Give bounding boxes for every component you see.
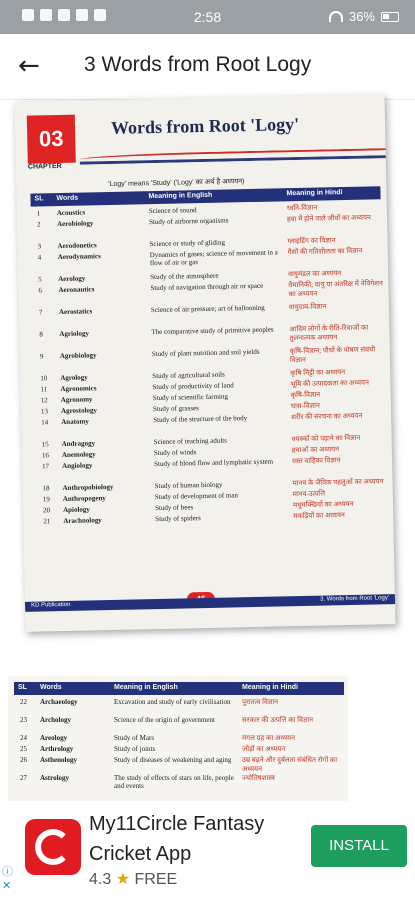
col-header-english: Meaning in English (148, 191, 213, 201)
cell-hindi: हवा में होने वाले जीवों का अध्ययन (286, 213, 371, 224)
chapter-heading: Words from Root 'Logy' (110, 113, 300, 138)
star-icon: ★ (115, 871, 131, 888)
cell-hindi: सरकार की उत्पत्ति का विज्ञान (242, 716, 314, 724)
cell-english: Science of sound (148, 206, 197, 216)
cell-sl: 11 (40, 385, 48, 394)
cell-english: Excavation and study of early civilisation (114, 698, 231, 706)
cell-sl: 27 (20, 774, 27, 782)
col-header-sl: SL (18, 684, 27, 691)
cell-hindi: मानव के जैविक पहलुओं का अध्ययन (292, 477, 384, 488)
col-header-words: Words (40, 684, 62, 691)
cell-sl: 1 (36, 209, 41, 218)
cell-word: Andragogy (61, 439, 96, 449)
cell-english: Study of development of man (154, 491, 239, 502)
cell-sl: 18 (42, 484, 50, 493)
adchoices-icon[interactable]: ⓘ ✕ (2, 865, 13, 892)
cell-hindi: वायुमंडल का अध्ययन (288, 269, 342, 279)
table-row (32, 268, 382, 284)
chapter-number: 03 (27, 115, 76, 164)
cell-word: Anthropogeny (62, 494, 106, 504)
cell-word: Agrobiology (59, 351, 97, 361)
cell-sl: 26 (20, 756, 27, 764)
cell-word: Aerostatics (58, 307, 93, 317)
cell-hindi: कृषि मिट्टी का अध्ययन (290, 368, 346, 378)
cell-word: Agronomy (60, 395, 93, 405)
cell-hindi: वयस्कों को पढ़ाने का विज्ञान (291, 433, 361, 444)
ad-banner[interactable] (0, 805, 415, 900)
cell-english: Study of the atmosphere (150, 271, 219, 282)
cell-sl: 14 (41, 418, 49, 427)
cell-sl: 4 (37, 253, 42, 262)
cell-word: Areology (40, 734, 68, 742)
cell-word: Agronomics (60, 384, 97, 394)
col-header-english: Meaning in English (114, 684, 178, 691)
cell-word: Aerobiology (56, 219, 94, 229)
cell-word: Aerology (58, 274, 86, 284)
cell-word: Aeronautics (58, 285, 95, 295)
chapter-subtitle: 'Logy' means 'Study' ('Logy' का अर्थ है अध्ययन) (108, 178, 245, 188)
cell-english: Study of grasses (152, 404, 199, 414)
table-row (34, 367, 384, 383)
cell-sl: 8 (39, 330, 43, 339)
cell-english: The comparative study of primitive peoples (151, 325, 274, 337)
cell-english: Study of scientific farming (152, 392, 229, 403)
cell-english: Study of blood flow and lymphatic system (154, 457, 274, 469)
cell-english: Study of navigation through air or space (150, 281, 264, 293)
book-page-image (14, 94, 395, 632)
cell-english: Study of spiders (155, 514, 201, 524)
chapter-label: CHAPTER (27, 162, 62, 171)
back-arrow-icon[interactable]: ← (18, 51, 40, 81)
cell-sl: 25 (20, 745, 27, 753)
cell-sl: 5 (38, 275, 42, 284)
footer-chapter: 3. Words from Root 'Logy' (320, 595, 390, 603)
cell-english: Study of Mars (114, 734, 155, 742)
cell-hindi: गैसों की गतिशीलता का विज्ञान (287, 246, 363, 257)
cell-hindi: मंगल ग्रह का अध्ययन (242, 734, 295, 742)
ad-price: FREE (134, 871, 178, 888)
rating-value: 4.3 (89, 871, 112, 888)
cell-sl: 3 (37, 242, 42, 251)
book-page-image-2 (8, 676, 348, 801)
cell-english: Study of airborne organisms (148, 216, 229, 227)
cell-hindi: कृषि-विज्ञान; पौधों के पोषण संबंधी विज्ञान (289, 345, 376, 365)
cell-english: The study of effects of stars on life, people and events (114, 774, 234, 790)
publisher-name: KD Publication (30, 601, 71, 609)
cell-hindi: वैमानिकी; वायु या अंतरिक्ष में नेविगेशन का अध्ययन (288, 279, 383, 299)
cell-english: Study of agricultural soils (152, 370, 225, 381)
cell-word: Aerodynamics (57, 252, 101, 262)
cell-hindi: आदिम लोगों के रीति-रिवाजों का तुलनात्मक अध्ययन (289, 323, 369, 343)
cell-sl: 16 (41, 451, 49, 460)
cell-sl: 23 (20, 716, 27, 724)
cell-english: Study of the structure of the body (153, 414, 248, 425)
cell-english: Study of winds (153, 448, 197, 458)
cell-word: Anatomy (61, 417, 89, 427)
cell-sl: 2 (36, 220, 41, 229)
app-bar (0, 34, 415, 100)
cell-sl: 15 (41, 440, 49, 449)
cell-word: Angiology (62, 461, 93, 471)
battery-percent: 36% (348, 9, 375, 24)
cell-english: Study of productivity of land (152, 381, 234, 392)
page-title: 3 Words from Root Logy (84, 53, 312, 76)
cell-hindi: भूमि की उत्पादकता का अध्ययन (290, 378, 370, 389)
cell-hindi: मानव-उत्पत्ति (292, 489, 326, 499)
wifi-icon (329, 11, 343, 22)
cell-english: Dynamics of gases; science of movement in a flow of air or gas (149, 248, 278, 268)
ad-title[interactable]: My11Circle Fantasy Cricket App (89, 813, 265, 865)
cell-sl: 20 (42, 506, 51, 515)
table-header-2 (14, 682, 344, 695)
cell-sl: 12 (40, 396, 48, 405)
cell-sl: 19 (42, 495, 50, 504)
battery-icon (381, 12, 399, 22)
cell-english: Science of teaching adults (153, 436, 227, 447)
cell-word: Archaeology (40, 698, 78, 706)
cell-word: Arthrology (40, 745, 74, 753)
cell-word: Arachnology (63, 516, 102, 526)
cell-sl: 10 (40, 374, 48, 383)
cell-sl: 17 (42, 462, 50, 471)
table-row (37, 477, 387, 493)
cell-sl: 24 (20, 734, 27, 742)
cell-word: Astrology (40, 774, 70, 782)
cell-hindi: वायुदाब-विज्ञान (288, 302, 327, 312)
cell-english: Science of air pressure; art of ballooning (150, 303, 265, 315)
cell-english: Study of joints (114, 745, 156, 753)
cell-hindi: ध्वनि-विज्ञान (286, 203, 318, 213)
status-bar (0, 0, 415, 34)
cell-word: Anthropobiology (62, 482, 114, 493)
cell-sl: 6 (38, 286, 43, 295)
cell-sl: 22 (20, 698, 27, 706)
cell-hindi: जोड़ों का अध्ययन (242, 745, 286, 753)
cell-english: Study of plant nutrition and soil yields (151, 347, 260, 359)
my11circle-logo-icon[interactable] (25, 819, 81, 875)
cell-word: Anemology (61, 450, 96, 460)
cell-english: Science or study of gliding (149, 238, 226, 249)
cell-hindi: उम्र बढ़ने और दुर्बलता संबंधित रोगों का अध्ययन (242, 756, 338, 773)
cell-word: Asthenology (40, 756, 77, 764)
cell-hindi: शरीर की संरचना का अध्ययन (291, 411, 363, 422)
cell-hindi: हवाओं का अध्ययन (291, 445, 340, 455)
cell-hindi: मधुमक्खियों का अध्ययन (292, 499, 354, 510)
ad-rating (89, 869, 177, 889)
decorative-swoosh (80, 148, 390, 164)
col-header-hindi: Meaning in Hindi (242, 684, 298, 691)
table-row (34, 345, 384, 365)
cell-word: Agrostology (60, 406, 98, 416)
cell-english: Science of the origin of government (114, 716, 215, 724)
cell-hindi: रक्त वाहिका विज्ञान (291, 456, 341, 466)
cell-word: Apiology (62, 505, 90, 515)
col-header-words: Words (56, 194, 79, 203)
cell-english: Study of diseases of weakening and aging (114, 756, 232, 764)
cell-sl: 9 (39, 352, 44, 361)
cell-hindi: मकड़ियों का अध्ययन (293, 511, 345, 521)
cell-word: Agrology (60, 373, 88, 383)
table-row (36, 433, 386, 449)
install-button[interactable]: INSTALL (311, 825, 407, 867)
cell-word: Acoustics (56, 208, 86, 218)
status-time: 2:58 (193, 9, 222, 25)
cell-sl: 21 (43, 517, 51, 526)
cell-hindi: कृषि-विज्ञान (290, 390, 321, 400)
cell-hindi: घास-विज्ञान (290, 401, 320, 411)
cell-sl: 13 (40, 407, 49, 416)
table-row (33, 301, 383, 317)
col-header-hindi: Meaning in Hindi (286, 189, 343, 198)
table-row (31, 235, 381, 251)
cell-english: Study of bees (154, 503, 194, 513)
cell-hindi: पुरातत्व विज्ञान (242, 698, 279, 706)
cell-english: Study of human biology (154, 480, 223, 491)
table-row (33, 323, 383, 343)
col-header-sl: SL (34, 195, 44, 203)
cell-word: Aerodonetics (57, 241, 97, 251)
cell-word: Archology (40, 716, 71, 724)
cell-word: Agriology (59, 329, 90, 339)
cell-hindi: ज्योतिषशास्त्र (242, 774, 275, 782)
cell-sl: 7 (38, 308, 43, 317)
cell-hindi: ग्लाइडिंग का विज्ञान (287, 236, 336, 246)
